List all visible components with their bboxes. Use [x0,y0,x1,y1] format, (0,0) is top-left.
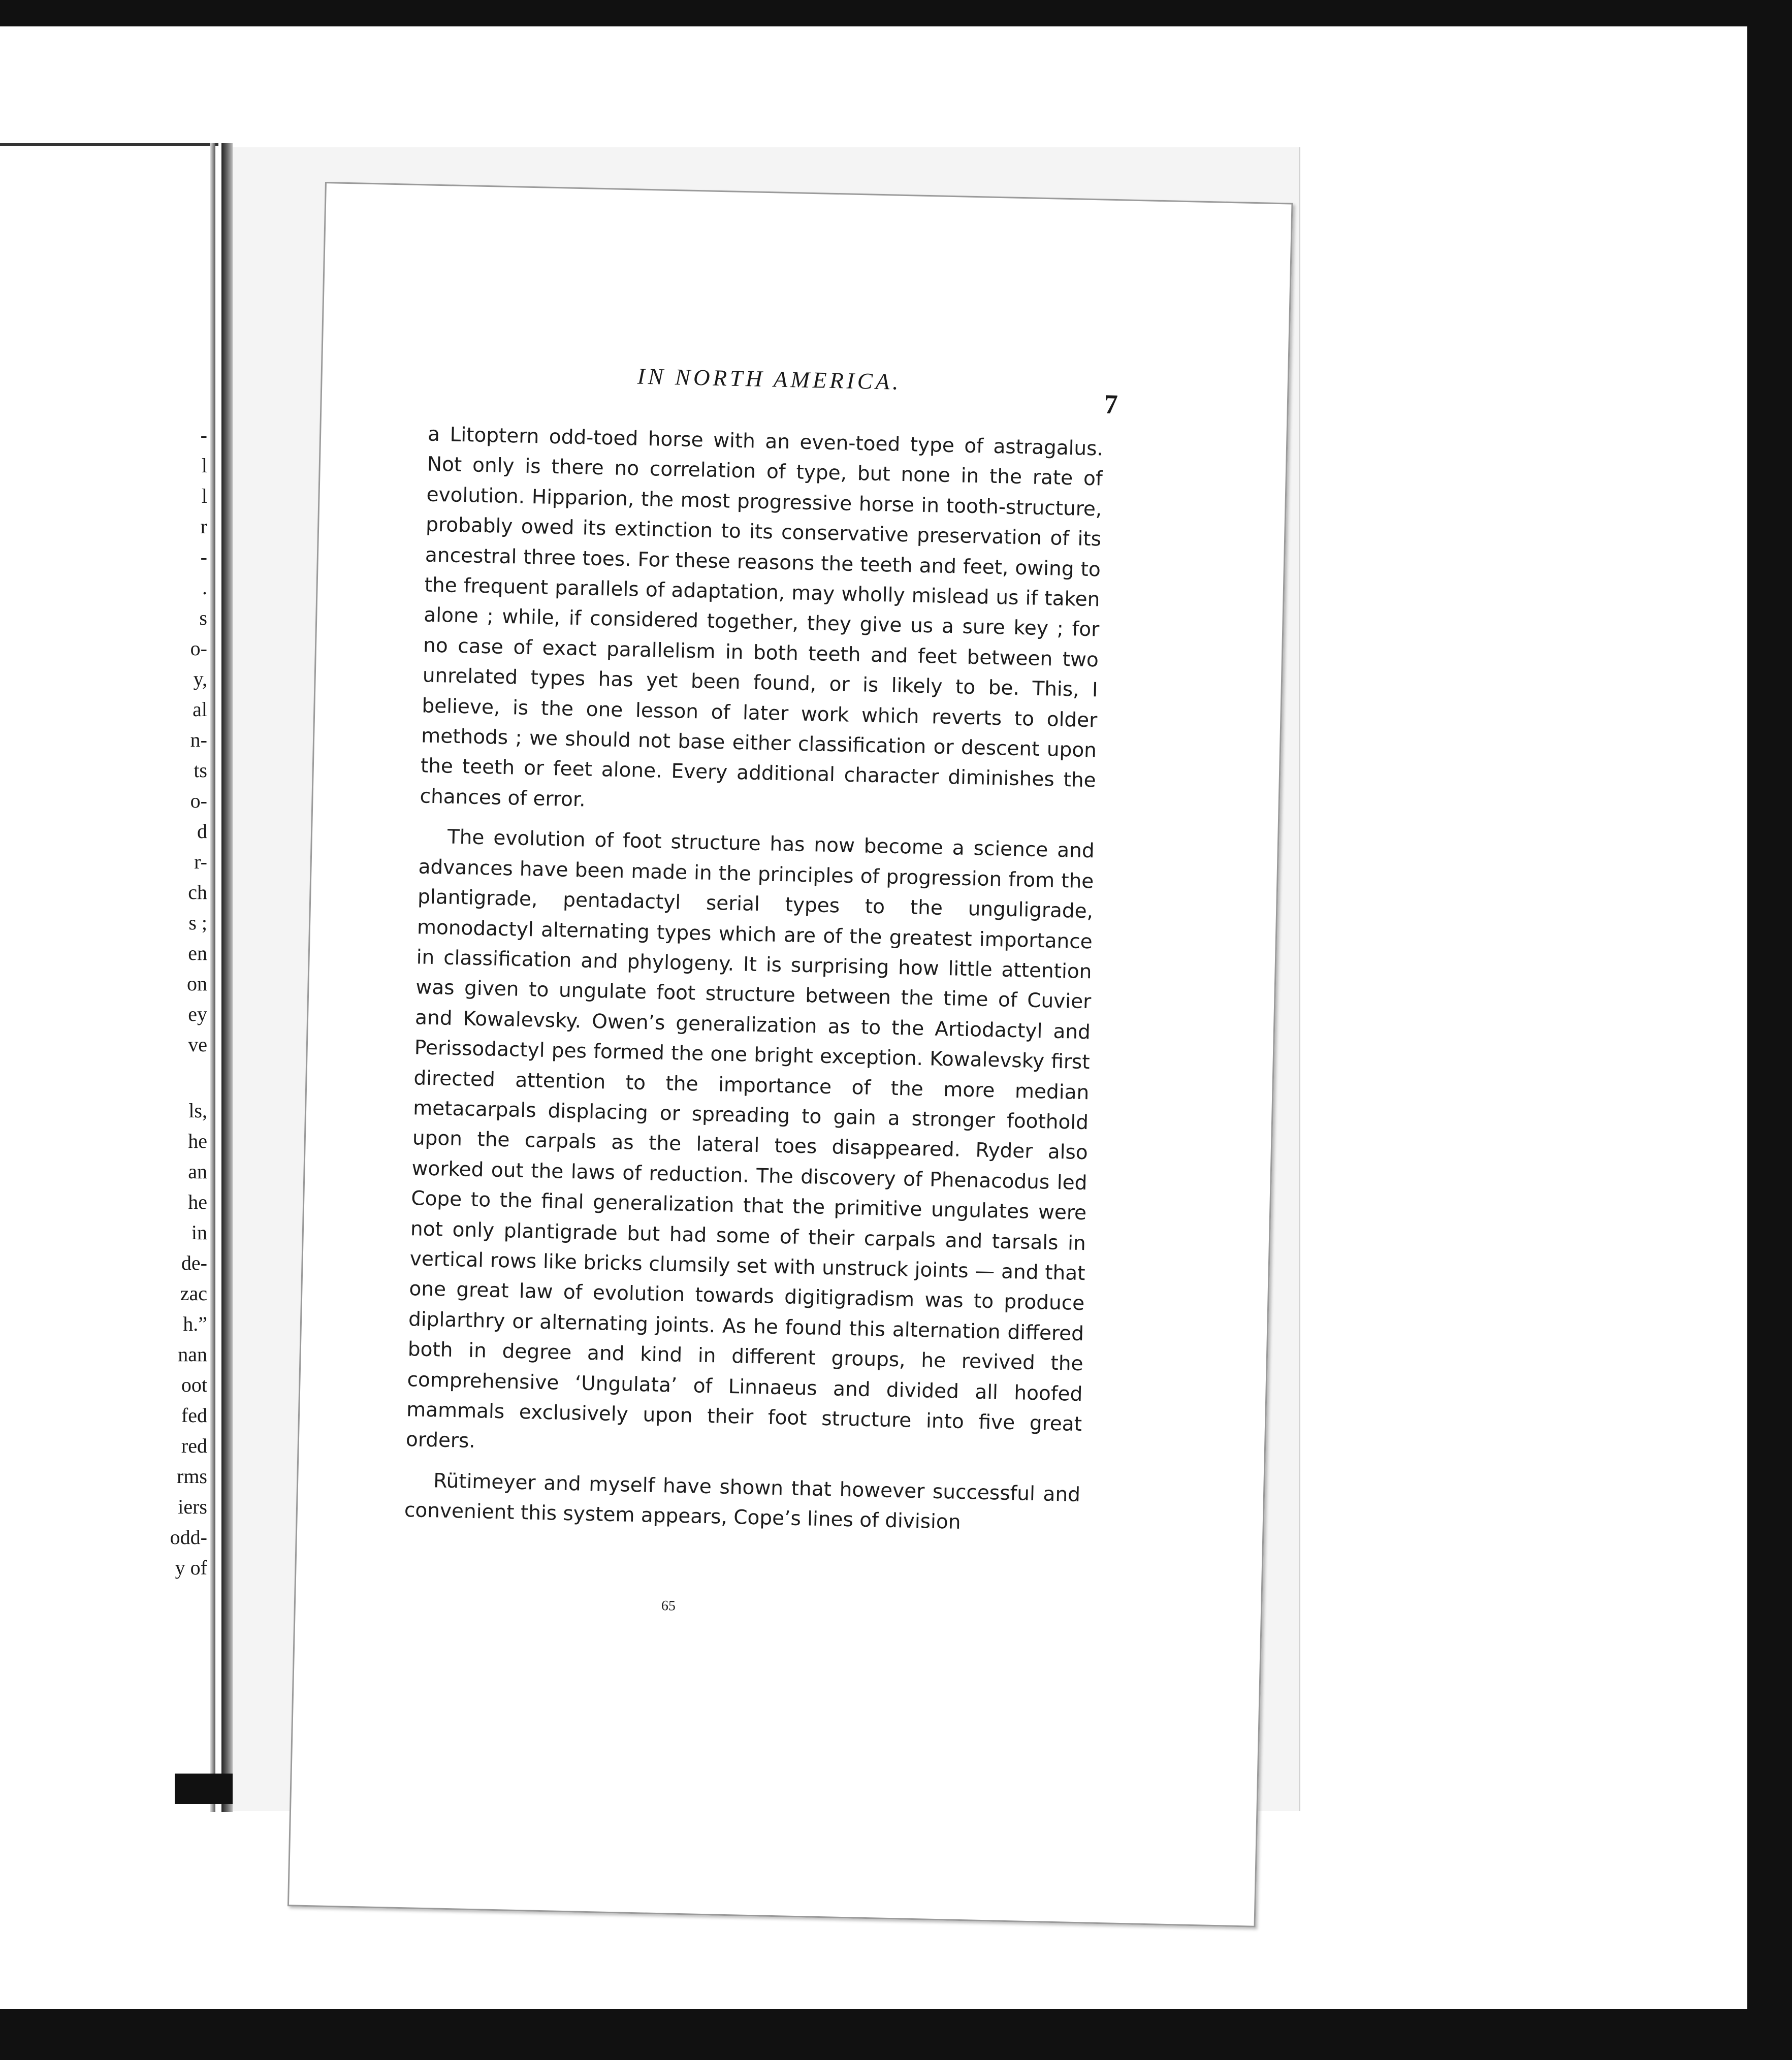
left-page-fragment: on [187,972,207,995]
left-page-fragment: ve [188,1033,207,1056]
left-page-edge [210,143,215,1812]
left-page-fragment: red [181,1434,207,1457]
paragraph-1: a Litoptern odd-toed horse with an even-toed type of astragalus. Not only is there no correlation of type, but none in the rate of evolution. Hipparion, the most progressive horse in tooth-structure, probably owed its extinction to its conservative preservation of its ancestral three toes. For these reasons the teeth and feet, owing to the frequent parallels of adaptation, may wholly mislead us if taken alone ; while, if considered together, they give us a sure key ; for no case of exact parallelism in both teeth and feet between two unrelated types has yet been found, or is likely to be. This, I believe, is the one lesson of later work which reverts to older methods ; we should not base either classification or descent upon the teeth or feet alone. Every additional character diminishes the chances of error. [420,423,1104,812]
body-text [404,420,1103,1540]
left-page-fragment: d [197,820,207,843]
left-page-fragment: de- [181,1251,207,1274]
left-page-fragment: en [188,942,207,964]
left-page-fragment: al [193,698,207,721]
left-page-fragment: rms [177,1465,207,1488]
left-page-fragment: l [201,454,207,477]
left-page-fragment: ls, [188,1099,207,1122]
left-page-fragment: zac [180,1282,207,1305]
left-page-fragment: he [188,1190,207,1213]
left-page-fragment: s ; [188,911,207,934]
left-page-fragment: o- [190,789,207,812]
left-page-fragment: y of [175,1556,207,1579]
left-page-fragment: . [202,576,207,599]
page-number: 7 [1104,389,1118,420]
left-page-fragment: odd- [170,1526,207,1549]
left-page-fragment: - [200,424,207,446]
left-page-fragment: l [201,485,207,507]
left-page-fragment: s [199,606,207,629]
left-page-fragment: ch [188,881,207,904]
scan-frame-right [1747,0,1792,2060]
left-page-fragment: r [200,515,207,538]
left-page-fragment: h.” [183,1312,207,1335]
left-page-fragment: r- [194,850,207,873]
folio-number: 65 [661,1598,676,1614]
left-page-fragment: iers [178,1495,207,1518]
main-page [287,182,1293,1927]
left-facing-page [0,143,218,1815]
scan-frame-bottom [0,2009,1792,2060]
book-spine [221,143,233,1812]
left-page-fragment: ts [194,759,207,782]
left-page-fragment: oot [181,1373,207,1396]
left-page-text-fragments [0,146,213,1815]
scan-frame-top [0,0,1792,26]
paragraph-3: Rütimeyer and myself have shown that however successful and convenient this system appears, Cope’s lines of division [404,1469,1081,1534]
page-header [322,356,1288,423]
left-page-fragment: - [200,545,207,568]
running-head: IN NORTH AMERICA. [637,363,902,395]
left-page-fragment: n- [190,728,207,751]
left-page-fragment: in [191,1221,207,1244]
left-page-fragment: nan [178,1343,207,1366]
left-page-fragment: o- [190,637,207,660]
left-page-fragment: fed [181,1404,207,1427]
paragraph-2: The evolution of foot structure has now become a science and advances have been made in the principles of progression from the plantigrade, pentadactyl serial types to the unguligrade, monodactyl alternating types which are of the greatest importance in classification and phylogeny. It is surprising how little attention was given to ungulate foot structure between the time of Cuvier and Kowalevsky. Owen’s generalization as to the Artiodactyl and Perissodactyl pes formed the one bright exception. Kowalevsky first directed attention to the importance of the more median metacarpals displacing or spreading to gain a stronger foothold upon the carpals as the lateral toes disappeared. Ryder also worked out the laws of reduction. The discovery of Phenacodus led Cope to the final generalization that the primitive ungulates were not only plantigrade but had some of their carpals and tarsals in vertical rows like bricks clumsily set with unstruck joints — and that one great law of evolution towards digitigradism was to produce diplarthry or alternating joints. As he found this alternation differed both in degree and kind in different groups, he revived the comprehensive ‘Ungulata’ of Linnaeus and divided all hoofed mammals exclusively upon their foot structure into five great orders. [405,825,1095,1453]
left-page-fragment: ey [188,1003,207,1025]
left-page-fragment: y, [193,667,207,690]
left-page-fragment: an [188,1160,207,1183]
left-page-fragment: he [188,1130,207,1152]
